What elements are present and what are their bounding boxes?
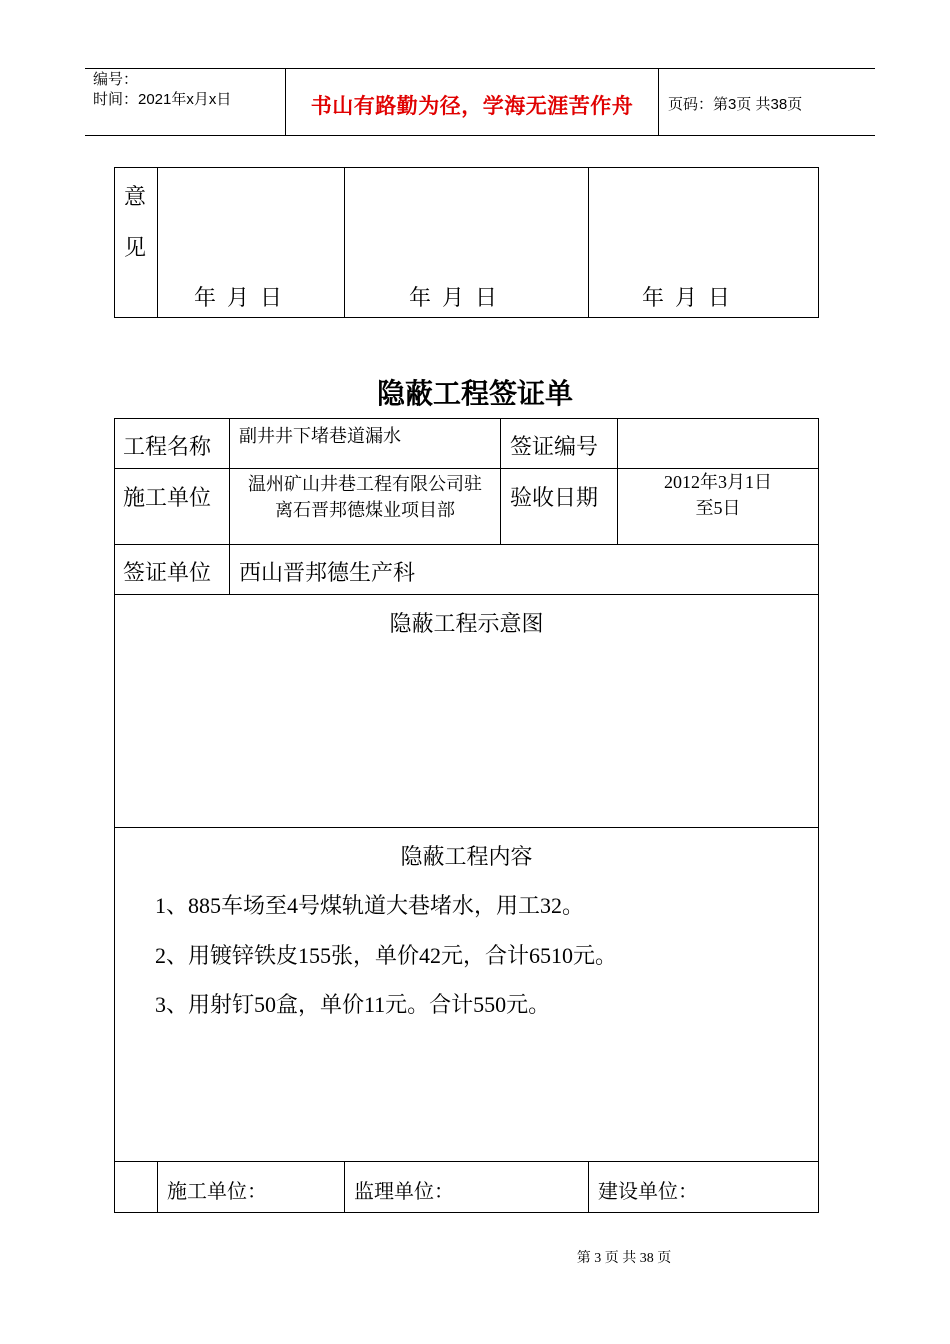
- diagram-heading: 隐蔽工程示意图: [389, 611, 544, 636]
- cert-no-label: 签证编号: [510, 434, 599, 459]
- header-number-label: 编号：: [93, 71, 139, 88]
- content-heading: 隐蔽工程内容: [400, 844, 533, 869]
- opinion-date-3: 年 月 日: [642, 285, 731, 310]
- sign-contractor-label: 施工单位：: [167, 1181, 267, 1203]
- cert-unit-value: 西山晋邦德生产科: [239, 560, 416, 585]
- sign-divider-2: [344, 1161, 345, 1213]
- content-item-2: 2、用镀锌铁皮155张，单价42元，合计6510元。: [155, 943, 618, 968]
- opinion-label-char-1: 意: [124, 184, 147, 209]
- header-time-label: 时间：2021年x月x日: [93, 91, 232, 108]
- contractor-value: [230, 471, 500, 523]
- header-top-rule: [85, 68, 875, 69]
- cert-unit-label: 签证单位: [123, 560, 212, 585]
- opinion-label-char-2: 见: [124, 235, 147, 260]
- contractor-value-line-2: 离石晋邦德煤业项目部: [275, 500, 455, 520]
- acceptance-date-line-2: 至5日: [695, 498, 741, 518]
- opinion-date-1: 年 月 日: [194, 285, 283, 310]
- header-divider-right: [658, 68, 659, 136]
- sign-divider-3: [588, 1161, 589, 1213]
- opinion-divider-2: [344, 167, 345, 318]
- acceptance-date-value: [618, 469, 818, 521]
- form-rule-3: [114, 594, 819, 595]
- form-col-divider-2: [500, 418, 501, 544]
- opinion-divider-3: [588, 167, 589, 318]
- header-motto: 书山有路勤为径，学海无涯苦作舟: [310, 95, 634, 118]
- certificate-form: [114, 418, 819, 1213]
- sign-supervisor-label: 监理单位：: [354, 1181, 454, 1203]
- acceptance-date-line-1: 2012年3月1日: [664, 472, 772, 492]
- opinion-date-2: 年 月 日: [409, 285, 498, 310]
- form-rule-4: [114, 827, 819, 828]
- contractor-value-line-1: 温州矿山井巷工程有限公司驻: [248, 474, 482, 494]
- form-rule-5: [114, 1161, 819, 1162]
- opinion-divider-1: [157, 167, 158, 318]
- project-name-label: 工程名称: [123, 434, 212, 459]
- form-rule-2: [114, 544, 819, 545]
- header-page-label: 页码：第3页 共38页: [668, 96, 803, 113]
- content-item-3: 3、用射钉50盒，单价11元。合计550元。: [155, 992, 551, 1017]
- sign-owner-label: 建设单位：: [598, 1181, 698, 1203]
- page-title: 隐蔽工程签证单: [376, 379, 573, 410]
- sign-divider-1: [157, 1161, 158, 1213]
- content-item-1: 1、885车场至4号煤轨道大巷堵水，用工32。: [155, 893, 585, 918]
- contractor-label: 施工单位: [123, 485, 212, 510]
- header-divider-left: [285, 68, 286, 136]
- project-name-value: 副井井下堵巷道漏水: [239, 426, 401, 446]
- acceptance-date-label: 验收日期: [510, 485, 599, 510]
- footer-page-number: 第 3 页 共 38 页: [576, 1251, 672, 1266]
- header-bottom-rule: [85, 135, 875, 136]
